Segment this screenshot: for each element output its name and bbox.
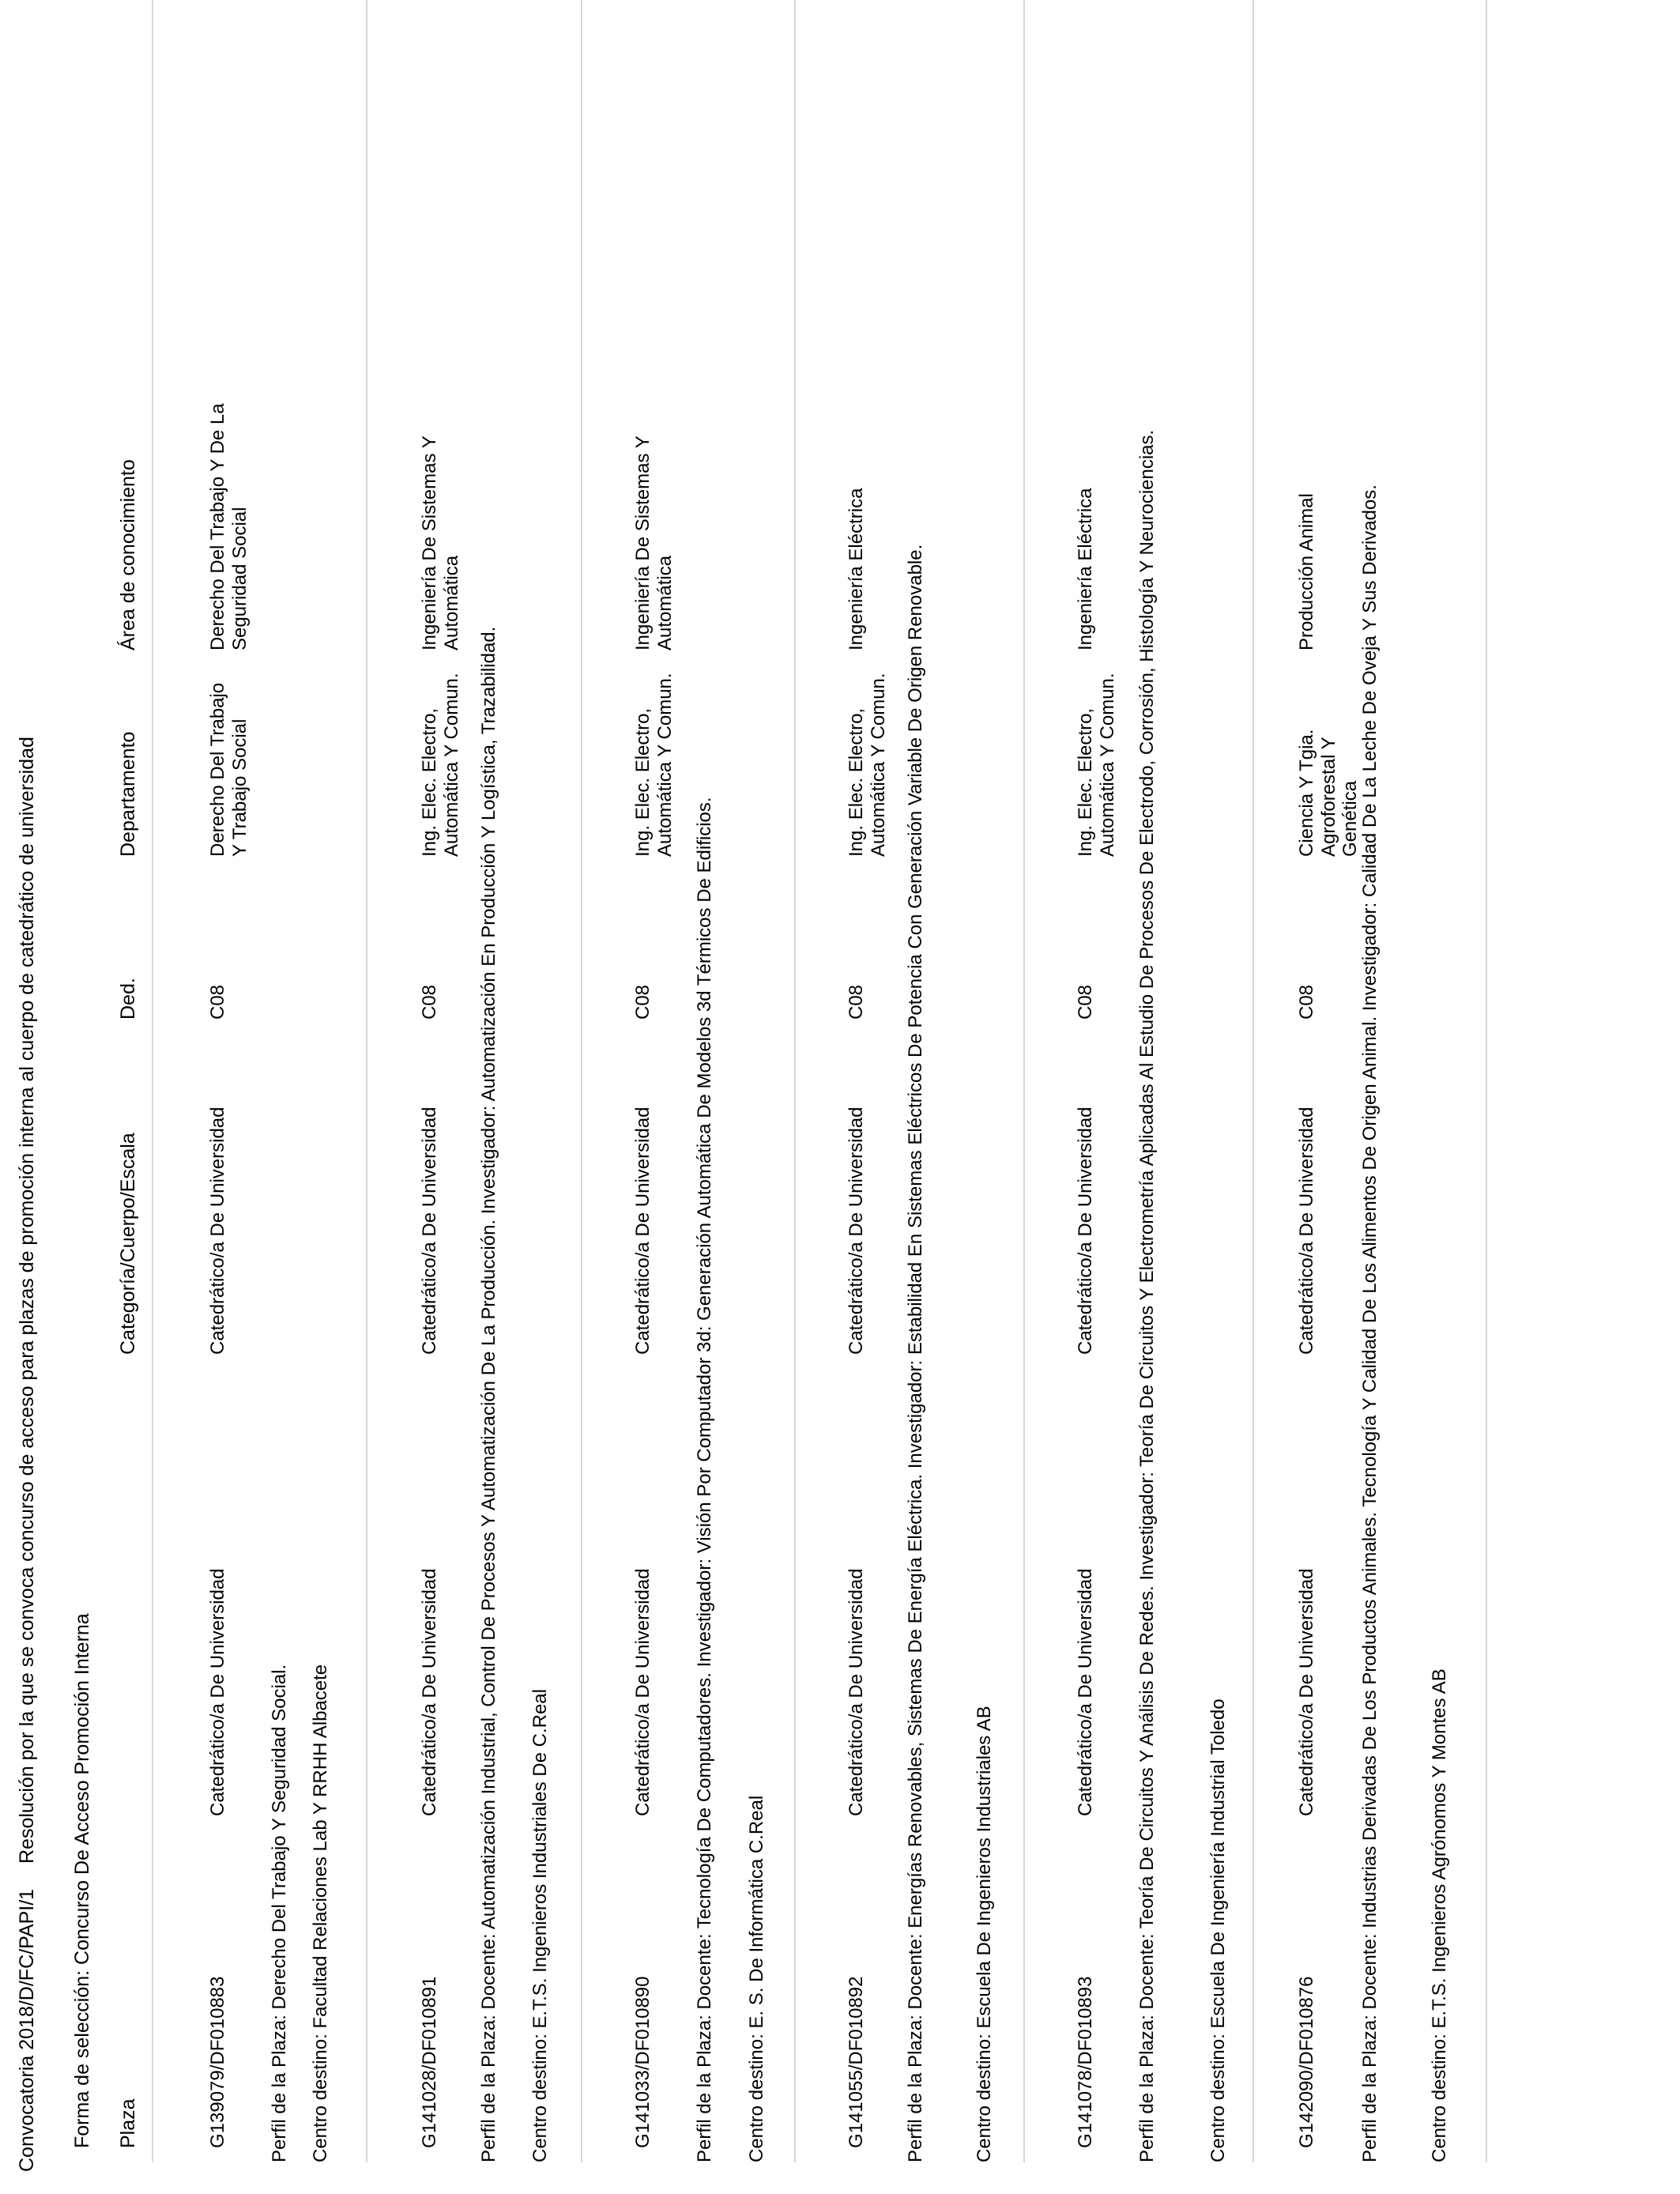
- plaza-code: G139079/DF010883: [207, 1976, 228, 2148]
- categoria-cell: Catedrático/a De Universidad: [1296, 1106, 1317, 1355]
- row-separator: [794, 0, 796, 2162]
- plaza-code: G141055/DF010892: [846, 1976, 867, 2148]
- area-cell: Ingeniería Eléctrica: [846, 488, 867, 650]
- departamento-cell: Ing. Elec. Electro, Automática Y Comun.: [1075, 673, 1118, 857]
- departamento-cell: Ing. Elec. Electro, Automática Y Comun.: [846, 673, 889, 857]
- forma-seleccion: Forma de selección: Concurso De Acceso Promoción Interna: [71, 1613, 93, 2148]
- categoria-cell: Catedrático/a De Universidad: [1075, 1106, 1096, 1355]
- categoria-cell: Catedrático/a De Universidad: [846, 1106, 867, 1355]
- row-separator: [152, 0, 153, 2162]
- column-header-area: Área de conocimiento: [117, 459, 139, 650]
- convocatoria-code: Convocatoria 2018/D/FC/PAPI/1: [16, 1888, 38, 2172]
- departamento-cell: Ing. Elec. Electro, Automática Y Comun.: [419, 673, 462, 857]
- centro-destino: Centro destino: E.T.S. Ingenieros Agrónomos Y Montes AB: [1429, 1668, 1450, 2162]
- area-cell: Ingeniería De Sistemas Y Automática: [632, 435, 676, 650]
- ded-cell: C08: [207, 984, 228, 1020]
- departamento-cell: Derecho Del Trabajo Y Trabajo Social: [207, 682, 250, 857]
- area-cell: Ingeniería De Sistemas Y Automática: [419, 435, 462, 650]
- column-header-plaza: Plaza: [117, 2098, 139, 2148]
- departamento-cell: Ciencia Y Tgia. Agroforestal Y Genética: [1296, 729, 1362, 857]
- categoria-cell: Catedrático/a De Universidad: [419, 1106, 440, 1355]
- column-header-categoria: Categoría/Cuerpo/Escala: [117, 1133, 139, 1355]
- categoria-cell: Catedrático/a De Universidad: [207, 1106, 228, 1355]
- area-cell: Ingeniería Eléctrica: [1075, 488, 1096, 650]
- centro-destino: Centro destino: Facultad Relaciones Lab Y RRHH Albacete: [310, 1664, 331, 2162]
- categoria-short: Catedrático/a De Universidad: [1075, 1568, 1096, 1816]
- row-separator: [366, 0, 367, 2162]
- perfil-plaza: Perfil de la Plaza: Docente: Tecnología De Computadores. Investigador: Visión Por Computador 3d: Generación Automática De Modelos 3d Térmicos De Edificios.: [694, 797, 715, 2162]
- perfil-plaza: Perfil de la Plaza: Docente: Teoría De Circuitos Y Análisis De Redes. Investigador: Teoría De Circuitos Y Electrometría Aplicadas Al Estudio De Procesos De Electrodo, Corrosión, Histología Y Neurociencias.: [1136, 429, 1158, 2162]
- categoria-short: Catedrático/a De Universidad: [1296, 1568, 1317, 1816]
- centro-destino: Centro destino: E.T.S. Ingenieros Industriales De C.Real: [529, 1689, 551, 2162]
- column-header-ded: Ded.: [117, 978, 139, 1020]
- perfil-plaza: Perfil de la Plaza: Docente: Industrias Derivadas De Los Productos Animales. Tecnología Y Calidad De Los Alimentos De Origen Animal. Investigador: Calidad De La Leche De Oveja Y Sus Derivados.: [1359, 484, 1381, 2162]
- perfil-plaza: Perfil de la Plaza: Docente: Energías Renovables, Sistemas De Energía Eléctrica. Investigador: Estabilidad En Sistemas Eléctricos De Potencia Con Generación Variable De Origen Renovable.: [905, 544, 926, 2162]
- categoria-short: Catedrático/a De Universidad: [207, 1568, 228, 1816]
- area-cell: Derecho Del Trabajo Y De La Seguridad Social: [207, 403, 250, 650]
- categoria-short: Catedrático/a De Universidad: [419, 1568, 440, 1816]
- ded-cell: C08: [1075, 984, 1096, 1020]
- perfil-plaza: Perfil de la Plaza: Docente: Automatización Industrial, Control De Procesos Y Automatización De La Producción. Investigador: Automatización En Producción Y Logística, Trazabilidad.: [478, 626, 499, 2162]
- ded-cell: C08: [1296, 984, 1317, 1020]
- row-separator: [1486, 0, 1487, 2162]
- resolucion-title: Resolución por la que se convoca concurso de acceso para plazas de promoción interna al cuerpo de catedrático de universidad: [16, 737, 38, 1864]
- categoria-short: Catedrático/a De Universidad: [846, 1568, 867, 1816]
- perfil-plaza: Perfil de la Plaza: Derecho Del Trabajo Y Seguridad Social.: [269, 1664, 290, 2162]
- ded-cell: C08: [632, 984, 654, 1020]
- column-header-departamento: Departamento: [117, 731, 139, 857]
- plaza-code: G141033/DF010890: [632, 1976, 654, 2148]
- departamento-cell: Ing. Elec. Electro, Automática Y Comun.: [632, 673, 676, 857]
- centro-destino: Centro destino: Escuela De Ingenieros Industriales AB: [974, 1706, 995, 2162]
- plaza-code: G141028/DF010891: [419, 1976, 440, 2148]
- plaza-code: G142090/DF010876: [1296, 1976, 1317, 2148]
- centro-destino: Centro destino: E. S. De Informática C.Real: [746, 1795, 767, 2162]
- categoria-short: Catedrático/a De Universidad: [632, 1568, 654, 1816]
- ded-cell: C08: [419, 984, 440, 1020]
- ded-cell: C08: [846, 984, 867, 1020]
- centro-destino: Centro destino: Escuela De Ingeniería Industrial Toledo: [1207, 1698, 1229, 2162]
- row-separator: [1023, 0, 1025, 2162]
- categoria-cell: Catedrático/a De Universidad: [632, 1106, 654, 1355]
- area-cell: Producción Animal: [1296, 493, 1317, 650]
- plaza-code: G141078/DF010893: [1075, 1976, 1096, 2148]
- row-separator: [581, 0, 582, 2162]
- row-separator: [1252, 0, 1254, 2162]
